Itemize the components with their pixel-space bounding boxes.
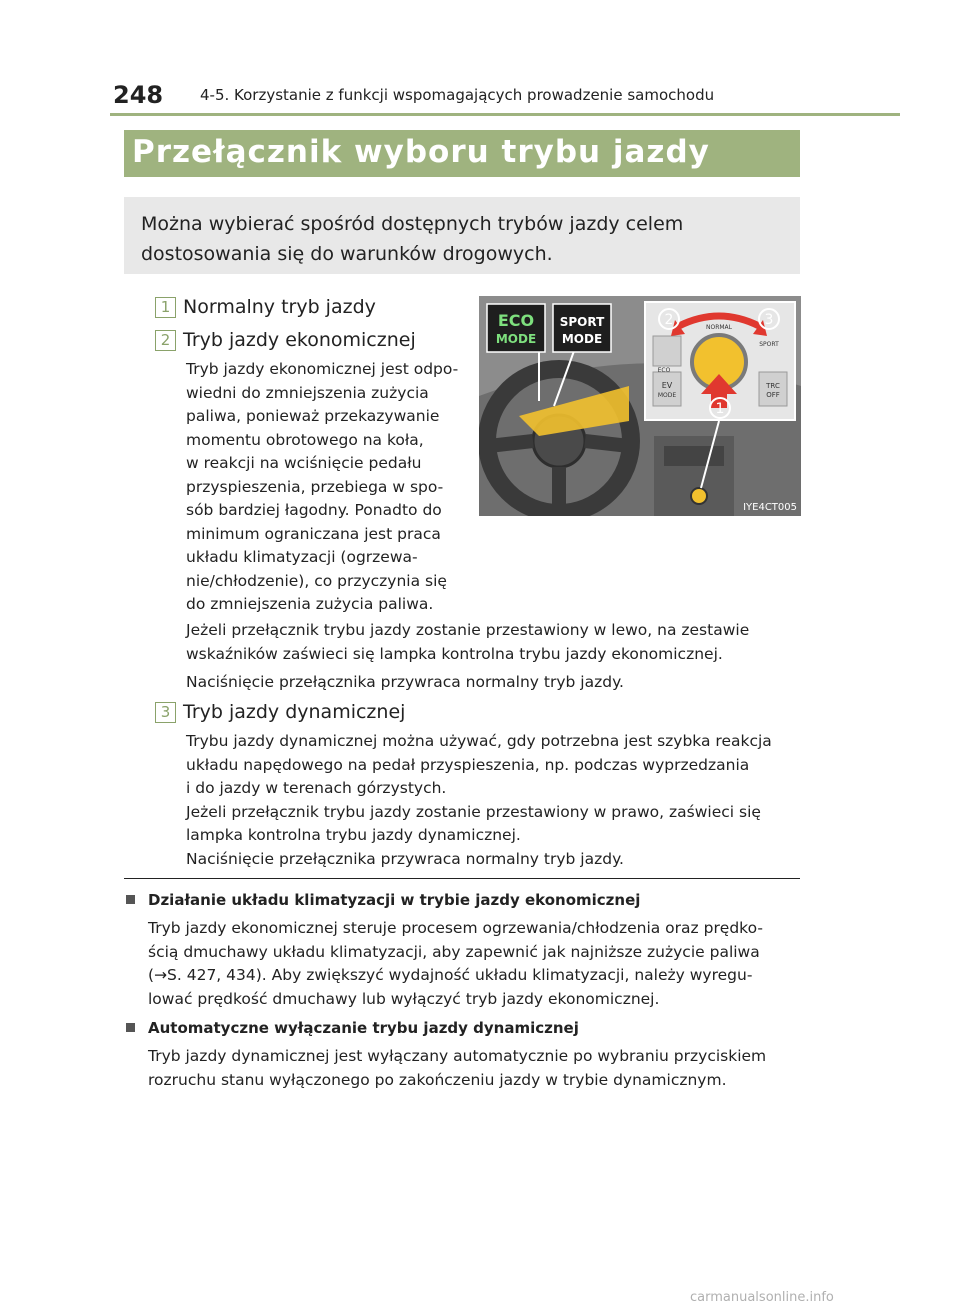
item-heading-sport: Tryb jazdy dynamicznej: [183, 701, 406, 723]
sport-description: Trybu jazdy dynamicznej można używać, gdy potrzebna jest szybka reakcja układu napędowego na pedał przyspieszenia, np. podczas wyprzedzania i do jazdy w terenach górzystych. Jeżeli przełącznik trybu jazdy zostanie przestawiony w prawo, zaświeci się lampka kontrolna trybu jazdy dynamicznej. Naciśnięcie przełącznika przywraca normalny tryb jazdy.: [186, 732, 772, 868]
dial-label-normal: NORMAL: [705, 324, 733, 331]
eco-description: Tryb jazdy ekonomicznej jest odpo- wiedni do zmniejszenia zużycia paliwa, ponieważ przekazywanie momentu obrotowego na koła, w reakcji na wciśnięcie pedału przyspieszenia, przebiega w spo- sób bardziej łagodny. Ponadto do minimum ograniczana jest praca układu klimatyzacji (ogrzewa- nie/chłodzenie), co przyczynia się do zmniejszenia zużycia paliwa.: [186, 360, 459, 613]
eco-paragraph-restore: Naciśnięcie przełącznika przywraca normalny tryb jazdy.: [186, 673, 624, 691]
note-bullet-icon: [126, 1023, 135, 1032]
page-number: 248: [113, 81, 164, 109]
item-number-2: 2: [155, 330, 176, 351]
note-text-climate: Tryb jazdy ekonomicznej steruje procesem ogrzewania/chłodzenia oraz prędko- ścią dmuchawy układu klimatyzacji, aby zapewnić jak najniższe zużycie paliwa (→S. 427, 434). Aby zwiększyć wydajność układu klimatyzacji, należy wyregu- lować prędkość dmuchawy lub wyłączyć tryb jazdy ekonomicznej.: [148, 919, 763, 1008]
watermark: carmanualsonline.info: [690, 1290, 834, 1305]
item-number-3: 3: [155, 702, 176, 723]
header-rule: [110, 113, 900, 116]
eco-indicator-line1: ECO: [497, 311, 535, 330]
eco-indicator-line2: MODE: [495, 332, 537, 346]
sport-indicator-line1: SPORT: [559, 315, 605, 329]
section-title: Przełącznik wyboru trybu jazdy: [132, 134, 710, 170]
dial-label-eco: ECO: [657, 367, 671, 374]
trc-off-btn-line1: TRC: [766, 382, 780, 390]
sport-indicator-line2: MODE: [561, 332, 603, 346]
notes-divider: [124, 878, 800, 879]
note-heading-climate: Działanie układu klimatyzacji w trybie jazdy ekonomicznej: [148, 891, 641, 909]
note-bullet-icon: [126, 895, 135, 904]
callout-3: 3: [764, 312, 774, 328]
ev-mode-btn-line2: MODE: [657, 392, 677, 399]
callout-2: 2: [664, 312, 674, 328]
dial-label-sport: SPORT: [759, 341, 779, 348]
trc-off-btn-line2: OFF: [766, 391, 780, 399]
note-heading-sport-auto-off: Automatyczne wyłączanie trybu jazdy dynamicznej: [148, 1019, 579, 1037]
figure-code: IYE4CT005: [743, 502, 797, 513]
callout-1: 1: [715, 401, 725, 417]
item-heading-normal: Normalny tryb jazdy: [183, 296, 376, 318]
note-text-sport-auto-off: Tryb jazdy dynamicznej jest wyłączany automatycznie po wybraniu przyciskiem rozruchu stanu wyłączonego po zakończeniu jazdy w trybie dynamicznym.: [148, 1047, 767, 1089]
chapter-title: 4-5. Korzystanie z funkcji wspomagających prowadzenie samochodu: [200, 86, 715, 104]
ev-mode-btn-line1: EV: [661, 381, 673, 390]
drive-mode-figure: [479, 296, 801, 516]
eco-paragraph-left-switch: Jeżeli przełącznik trybu jazdy zostanie przestawiony w lewo, na zestawie wskaźników zaświeci się lampka kontrolna trybu jazdy ekonomicznej.: [186, 621, 750, 663]
intro-text: Można wybierać spośród dostępnych trybów jazdy celem dostosowania się do warunków drogowych.: [141, 213, 684, 265]
item-number-1: 1: [155, 297, 176, 318]
drive-mode-illustration: [479, 296, 801, 516]
item-heading-eco: Tryb jazdy ekonomicznej: [183, 329, 416, 351]
